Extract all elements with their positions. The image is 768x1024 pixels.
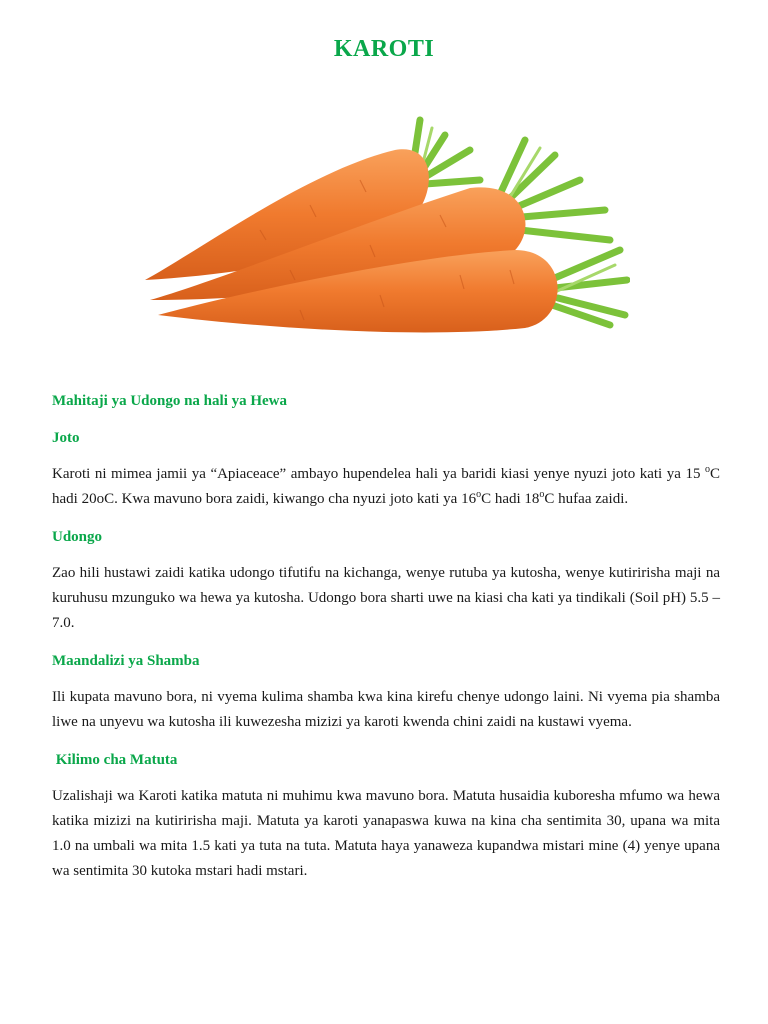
- section-heading-temperature: Joto: [52, 430, 80, 446]
- field-preparation-paragraph: Ili kupata mavuno bora, ni vyema kulima shamba kwa kina kirefu chenye udongo laini. Ni vyema pia shamba liwe na unyevu wa kutosha ili kuwezesha mizizi ya karoti kwenda chini zaidi na kustawi vyema.: [52, 689, 720, 730]
- ridge-farming-paragraph: Uzalishaji wa Karoti katika matuta ni muhimu kwa mavuno bora. Matuta husaidia kuboresha mfumo wa hewa katika mizizi na kutiririsha maji. Matuta ya karoti yanapaswa kuwa na kina cha sentimita 30, upana wa mita 1.0 na umbali wa mita 1.5 kati ya tuta na tuta. Matuta haya yanaweza kupandwa mistari mine (4) yenye upana wa sentimita 30 kutoka mstari hadi mstari.: [52, 788, 720, 879]
- section-heading-soil-climate: Mahitaji ya Udongo na hali ya Hewa: [52, 393, 288, 409]
- section-heading-field-preparation: Maandalizi ya Shamba: [52, 653, 200, 669]
- temperature-paragraph: Karoti ni mimea jamii ya “Apiaceace” ambayo hupendelea hali ya baridi kiasi yenye nyuzi joto kati ya 15 $^o$C hadi 20oC. Kwa mavuno bora zaidi, kiwango cha nyuzi joto kati ya 16$^o$C hadi 18$^o$C hufaa zaidi.: [52, 464, 720, 507]
- soil-paragraph: Zao hili hustawi zaidi katika udongo tifutifu na kichanga, wenye rutuba ya kutosha, wenye kutiririsha maji na kuruhusu mzunguko wa hewa ya kutosha. Udongo bora sharti uwe na kiasi cha kati ya tindikali (Soil pH) 5.5 – 7.0.: [52, 565, 720, 631]
- page-title: KAROTI: [333, 36, 435, 62]
- article-body: [52, 388, 720, 884]
- carrots-image: [140, 110, 630, 345]
- section-heading-ridge-farming: Kilimo cha Matuta: [52, 752, 178, 768]
- section-heading-soil: Udongo: [52, 529, 103, 545]
